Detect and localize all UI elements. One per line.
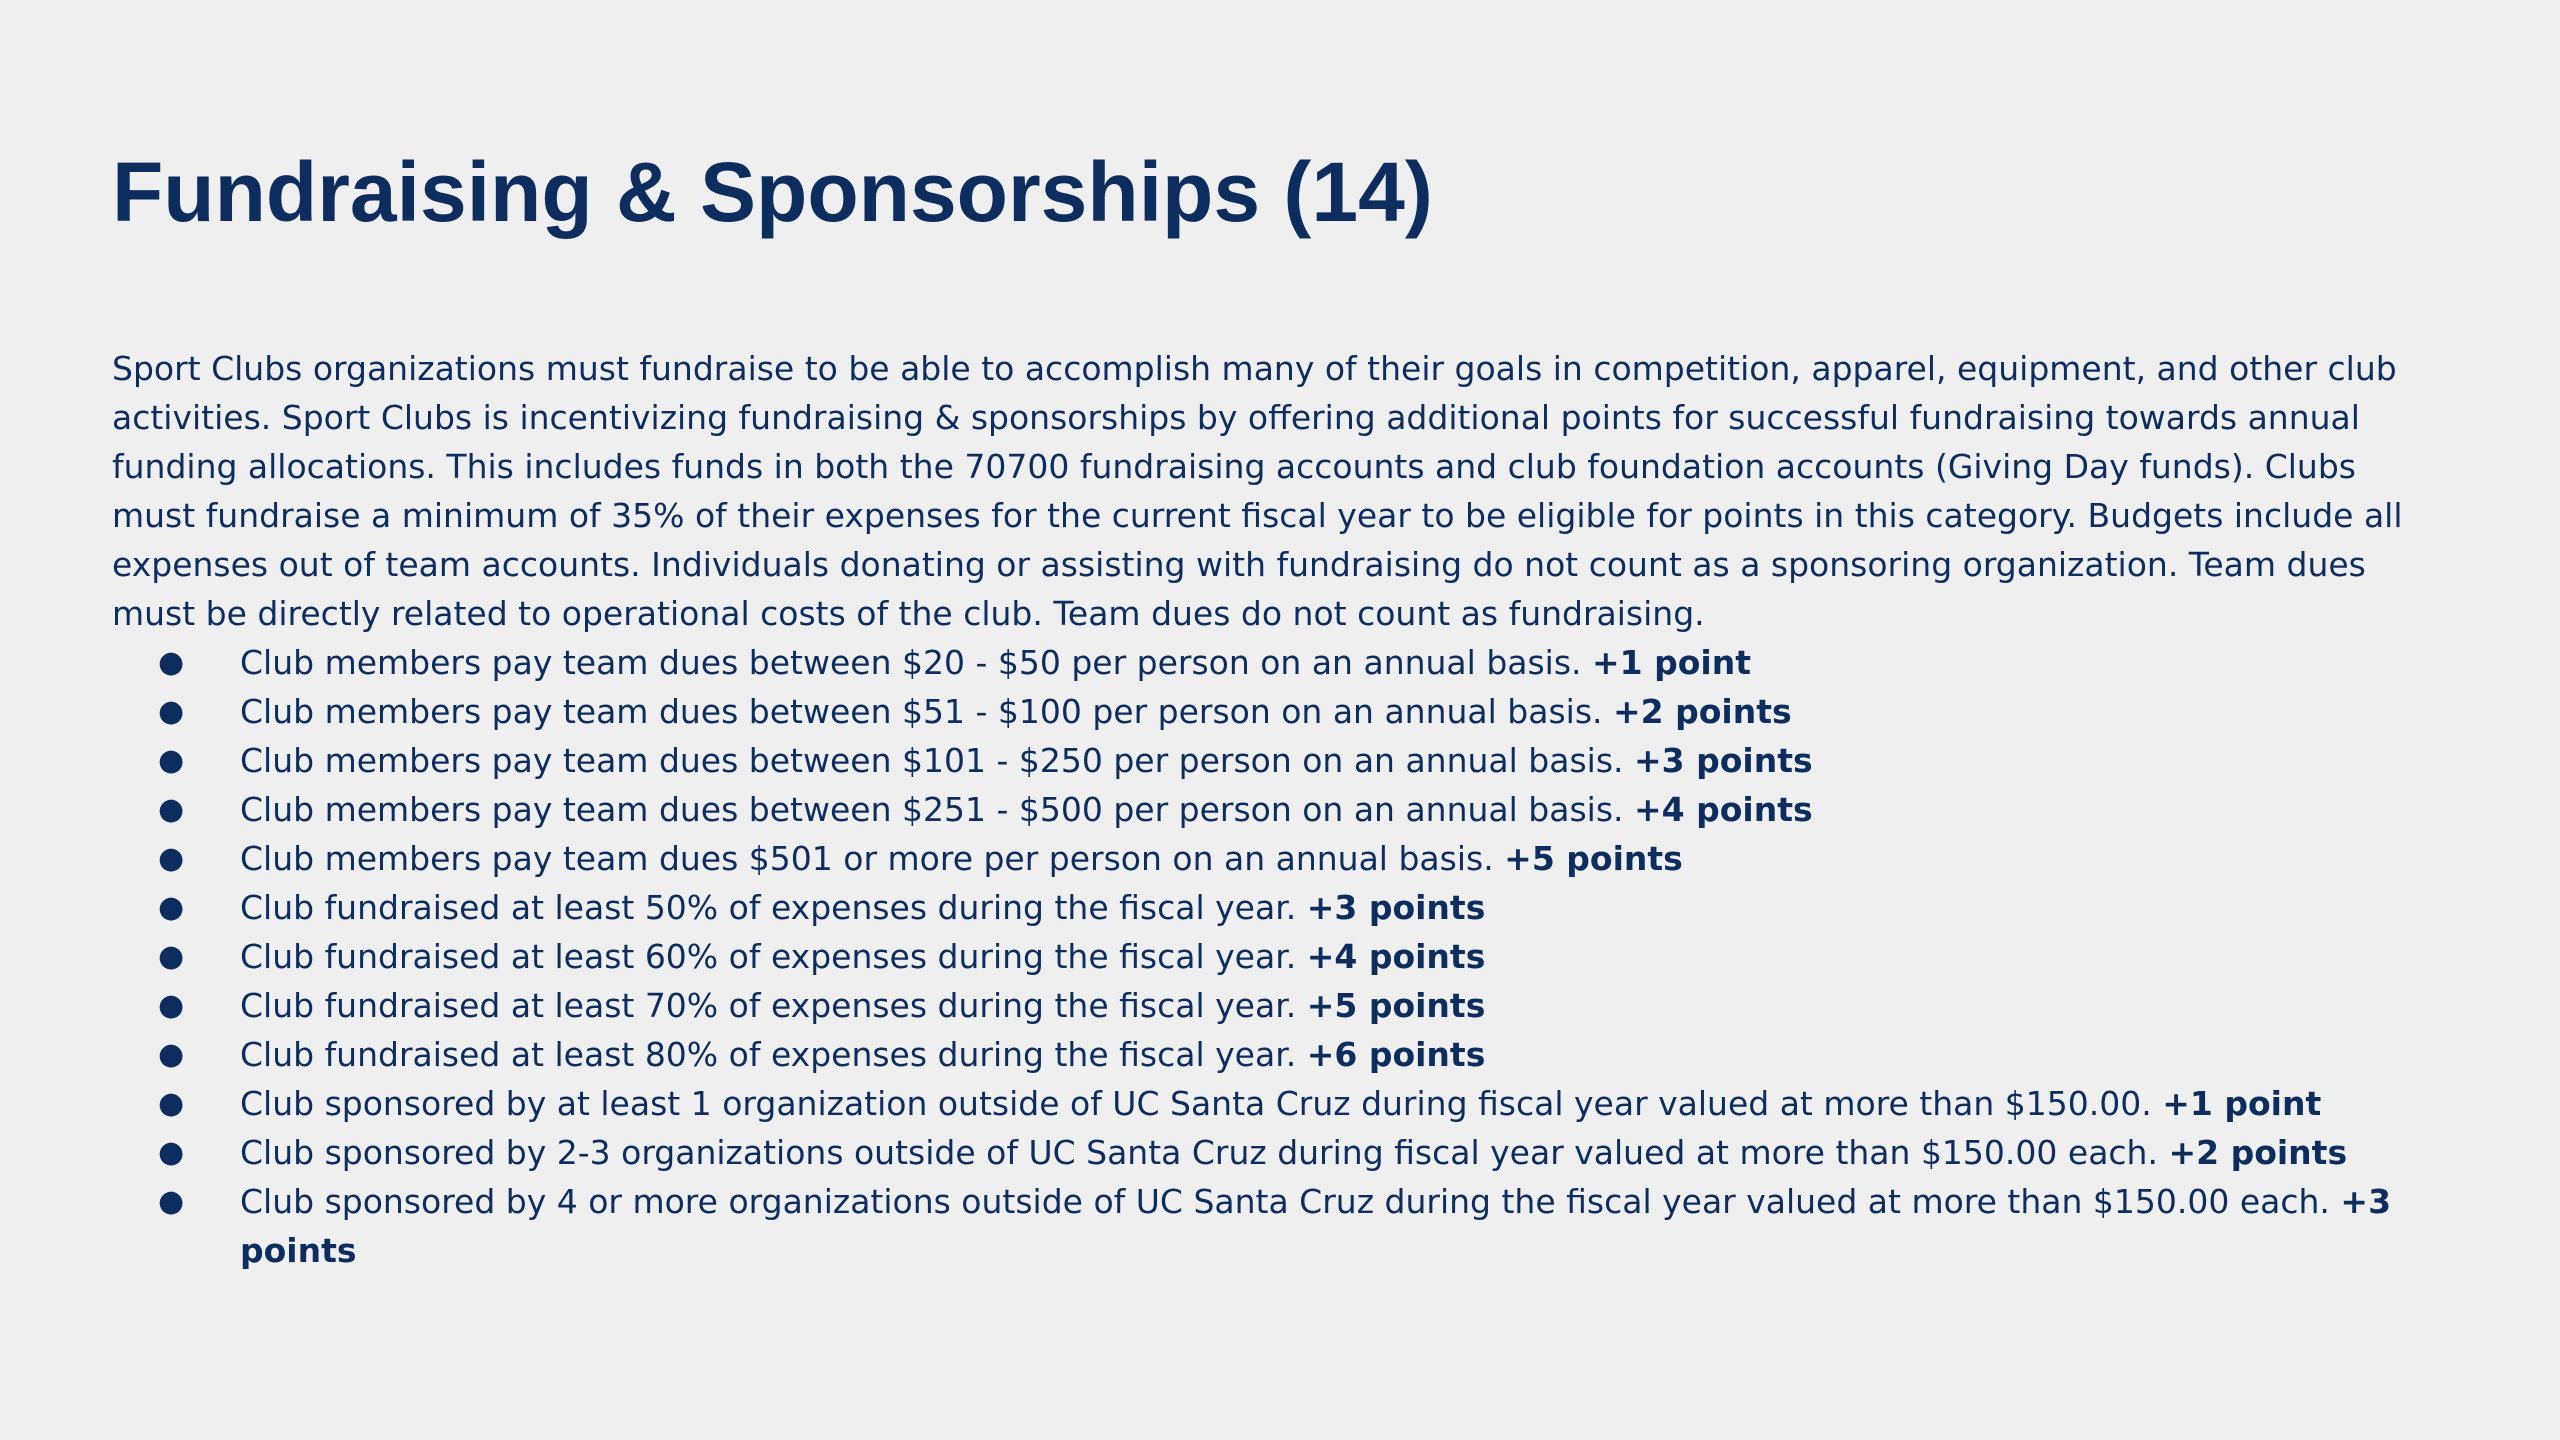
list-item [112, 1128, 2442, 1177]
points-value: +3 points [1306, 888, 1486, 927]
bullet-icon: ● [158, 743, 185, 778]
criterion-text: Club sponsored by 4 or more organizations outside of UC Santa Cruz during the fiscal year valued at more than $150.00 each. [240, 1182, 2341, 1221]
slide-body [112, 344, 2442, 1275]
criterion-text: Club fundraised at least 60% of expenses during the fiscal year. [240, 937, 1307, 976]
points-value: +4 points [1634, 790, 1813, 829]
bullet-icon: ● [158, 841, 185, 876]
list-item [112, 638, 2442, 687]
bullet-icon: ● [158, 792, 185, 827]
points-value: +2 points [2168, 1133, 2348, 1172]
criterion-text: Club fundraised at least 80% of expenses during the fiscal year. [240, 1035, 1307, 1074]
list-item [112, 785, 2442, 834]
criterion-text: Club sponsored by 2-3 organizations outside of UC Santa Cruz during fiscal year valued at more than $150.00 each. [240, 1133, 2169, 1172]
points-value: +2 points [1613, 692, 1792, 731]
list-item [112, 687, 2442, 736]
criterion-text: Club fundraised at least 50% of expenses during the fiscal year. [240, 888, 1307, 927]
bullet-icon: ● [158, 1086, 185, 1121]
list-item [112, 1177, 2442, 1275]
criterion-text: Club members pay team dues $501 or more per person on an annual basis. [240, 839, 1505, 878]
bullet-icon: ● [158, 988, 185, 1023]
points-value: +3 points [1634, 741, 1813, 780]
criterion-text: Club members pay team dues between $101 - $250 per person on an annual basis. [240, 741, 1635, 780]
list-item [112, 981, 2442, 1030]
points-value: +4 points [1306, 937, 1486, 976]
list-item [112, 1079, 2442, 1128]
points-value: +6 points [1306, 1035, 1486, 1074]
bullet-icon: ● [158, 1135, 185, 1170]
list-item [112, 1030, 2442, 1079]
bullet-icon: ● [158, 1037, 185, 1072]
points-value: +5 points [1504, 839, 1683, 878]
criterion-text: Club fundraised at least 70% of expenses during the fiscal year. [240, 986, 1307, 1025]
criterion-text: Club members pay team dues between $51 - $100 per person on an annual basis. [240, 692, 1614, 731]
list-item [112, 883, 2442, 932]
points-value: +5 points [1306, 986, 1486, 1025]
bullet-icon: ● [158, 694, 185, 729]
slide-title: Fundraising & Sponsorships (14) [112, 145, 1433, 239]
bullet-icon: ● [158, 890, 185, 925]
points-value: +1 point [2162, 1084, 2322, 1123]
bullet-icon: ● [158, 939, 185, 974]
list-item [112, 736, 2442, 785]
points-value: +3 points [240, 1182, 2392, 1270]
criterion-text: Club members pay team dues between $251 - $500 per person on an annual basis. [240, 790, 1635, 829]
points-value: +1 point [1592, 643, 1752, 682]
criteria-list [112, 638, 2442, 1275]
criterion-text: Club sponsored by at least 1 organization outside of UC Santa Cruz during fiscal year valued at more than $150.00. [240, 1084, 2163, 1123]
intro-paragraph: Sport Clubs organizations must fundraise to be able to accomplish many of their goals in competition, apparel, equipment, and other club activities. Sport Clubs is incentivizing fundraising & sponsorships by offering additional points for successful fundraising towards annual funding allocations. This includes funds in both the 70700 fundraising accounts and club foundation accounts (Giving Day funds). Clubs must fundraise a minimum of 35% of their expenses for the current fiscal year to be eligible for points in this category. Budgets include all expenses out of team accounts. Individuals donating or assisting with fundraising do not count as a sponsoring organization. Team dues must be directly related to operational costs of the club. Team dues do not count as fundraising. [112, 349, 2403, 633]
bullet-icon: ● [158, 645, 185, 680]
criterion-text: Club members pay team dues between $20 - $50 per person on an annual basis. [240, 643, 1593, 682]
list-item [112, 932, 2442, 981]
list-item [112, 834, 2442, 883]
bullet-icon: ● [158, 1184, 185, 1219]
